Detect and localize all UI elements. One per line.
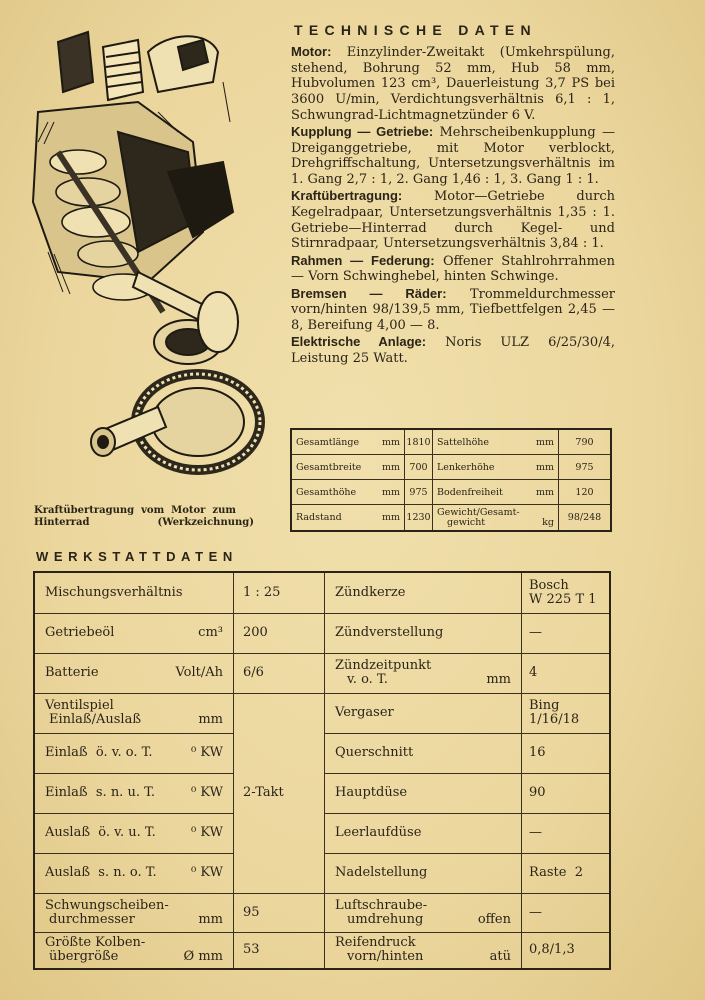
- cell-text: Ventilspiel: [45, 698, 114, 713]
- cell-text: mm: [198, 712, 223, 727]
- workshop-left-label: [45, 693, 223, 733]
- workshop-left-label: [45, 813, 223, 853]
- cell-text: Ø mm: [183, 949, 223, 964]
- td-label: Rahmen — Federung:: [291, 252, 435, 268]
- dim-label: Radstand mm: [292, 505, 405, 530]
- cylinder-fins: [58, 32, 218, 100]
- cell-text: Schwungscheiben-: [45, 897, 169, 913]
- dim-label: Gesamtlänge mm: [292, 430, 405, 455]
- workshop-right-label: [335, 573, 511, 613]
- col-divider: [521, 573, 522, 968]
- workshop-left-value: [243, 653, 323, 693]
- workshop-right-value: [529, 773, 609, 813]
- cell-text: Einlaß s. n. u. T.: [45, 785, 155, 800]
- cell-text: mm: [198, 911, 223, 927]
- workshop-left-label: [45, 573, 223, 613]
- workshop-left-label: [45, 773, 223, 813]
- workshop-right-label: [335, 853, 511, 893]
- col-divider: [324, 573, 325, 968]
- workshop-right-value: [529, 813, 609, 853]
- drivetrain-illustration: [18, 22, 268, 492]
- workshop-right-value: [529, 893, 609, 932]
- cell-text: ⁰ KW: [191, 825, 223, 840]
- dim-value: 790: [559, 430, 610, 455]
- dim-label: Gewicht/Gesamt- gewicht kg: [433, 505, 559, 530]
- cell-text: Reifendruck: [335, 935, 416, 950]
- dim-value: 700: [405, 455, 433, 480]
- workshop-right-value: [529, 653, 609, 693]
- werkstattdaten-table: [33, 571, 611, 970]
- two-stroke-merged-value: [243, 693, 323, 893]
- cell-text: Bing: [529, 698, 560, 713]
- cell-text: —: [529, 825, 542, 840]
- dim-label: Gesamtbreite mm: [292, 455, 405, 480]
- cell-text: 16: [529, 745, 546, 760]
- td-label: Motor:: [291, 44, 332, 59]
- workshop-right-value: [529, 932, 609, 968]
- cell-text: 200: [243, 625, 268, 640]
- td-label: Elektrische Anlage:: [291, 334, 427, 350]
- workshop-left-label: [45, 613, 223, 653]
- cell-text: Bosch: [529, 578, 569, 593]
- cell-text: Einlaß/Auslaß: [49, 712, 142, 727]
- workshop-right-label: [335, 932, 511, 968]
- workshop-right-label: [335, 653, 511, 693]
- workshop-right-label: [335, 773, 511, 813]
- werkstattdaten-title: WERKSTATTDATEN: [36, 549, 238, 564]
- cell-text: umdrehung: [347, 911, 424, 927]
- dimensions-table: [290, 428, 612, 532]
- workshop-right-label: [335, 733, 511, 773]
- technische-daten-title: TECHNISCHE DATEN: [294, 22, 537, 38]
- td-text: Trommeldurchmesser vorn/hinten 98/139,5 mm, Tiefbettfelgen 2,45 — 8, Bereifung 4,00 — 8.: [291, 286, 615, 333]
- td-label: Kupplung — Getriebe:: [291, 124, 434, 140]
- workshop-left-value: [243, 573, 323, 613]
- dim-value: 975: [559, 455, 610, 480]
- td-label: Kraftübertragung:: [291, 188, 403, 204]
- cell-text: offen: [477, 911, 511, 927]
- illustration-caption: [34, 505, 254, 529]
- td-text: Noris ULZ 6/25/30/4, Leistung 25 Watt.: [291, 335, 615, 366]
- col-divider: [233, 573, 234, 968]
- dim-value: 975: [405, 480, 433, 505]
- cell-text: Zündverstellung: [335, 625, 444, 640]
- workshop-right-value: [529, 733, 609, 773]
- workshop-right-label: [335, 813, 511, 853]
- cell-text: Volt/Ah: [175, 665, 223, 680]
- workshop-left-value: [243, 613, 323, 653]
- cell-text: 0,8/1,3: [529, 942, 575, 957]
- caption-line-1: Kraftübertragung vom Motor zum: [34, 505, 236, 516]
- dim-label: Gesamthöhe mm: [292, 480, 405, 505]
- workshop-left-label: [45, 893, 223, 932]
- cell-text: Querschnitt: [335, 745, 414, 760]
- workshop-left-value: [243, 932, 323, 968]
- cell-text: Batterie: [45, 665, 99, 680]
- workshop-left-label: [45, 853, 223, 893]
- cell-text: mm: [486, 672, 511, 687]
- workshop-left-label: [45, 932, 223, 968]
- workshop-right-label: [335, 693, 511, 733]
- workshop-right-label: [335, 893, 511, 932]
- caption-line-2a: Hinterrad: [34, 517, 90, 528]
- technische-daten-body: [291, 44, 615, 367]
- td-text: Offener Stahlrohrrahmen — Vorn Schwinghebel, hinten Schwinge.: [291, 253, 615, 285]
- td-section-rahmen: [291, 253, 615, 285]
- td-label: Bremsen — Räder:: [291, 285, 447, 301]
- cell-text: Mischungsverhältnis: [45, 585, 183, 600]
- cell-text: Leerlaufdüse: [335, 825, 422, 840]
- cell-text: —: [529, 625, 542, 640]
- workshop-right-value: [529, 573, 609, 613]
- cell-text: vorn/hinten: [347, 949, 424, 964]
- cell-text: Auslaß ö. v. u. T.: [45, 825, 156, 840]
- cell-text: Vergaser: [335, 705, 394, 720]
- cell-text: 2-Takt: [243, 785, 284, 800]
- cell-text: Zündkerze: [335, 585, 406, 600]
- cell-text: 6/6: [243, 665, 264, 680]
- cell-text: Nadelstellung: [335, 865, 428, 880]
- cell-text: Größte Kolben-: [45, 935, 146, 950]
- cell-text: Luftschraube-: [335, 897, 428, 913]
- cell-text: cm³: [198, 625, 223, 640]
- caption-line-2b: (Werkzeichnung): [157, 517, 254, 528]
- cell-text: 53: [243, 942, 260, 957]
- cell-text: W 225 T 1: [529, 592, 597, 607]
- cell-text: 90: [529, 785, 546, 800]
- dim-label: Lenkerhöhe mm: [433, 455, 559, 480]
- cell-text: 1 : 25: [243, 585, 281, 600]
- cell-text: atü: [489, 949, 511, 964]
- cell-text: Getriebeöl: [45, 625, 115, 640]
- td-section-elektrik: [291, 334, 615, 366]
- td-section-motor: [291, 44, 615, 124]
- cell-text: 1/16/18: [529, 712, 580, 727]
- cell-text: ⁰ KW: [191, 785, 223, 800]
- cell-text: Zündzeitpunkt: [335, 658, 432, 673]
- td-section-bremsen: [291, 286, 615, 334]
- dim-value: 98/248: [567, 512, 602, 523]
- dim-value: 120: [559, 480, 610, 505]
- workshop-right-value: [529, 613, 609, 653]
- cell-text: 95: [243, 904, 260, 920]
- workshop-right-label: [335, 613, 511, 653]
- workshop-left-label: [45, 653, 223, 693]
- td-section-kupplung: [291, 124, 615, 188]
- cell-text: 4: [529, 665, 538, 680]
- workshop-left-value: [243, 893, 323, 932]
- td-text: Einzylinder-Zweitakt (Umkehrspülung, stehend, Bohrung 52 mm, Hub 58 mm, Hubvolumen 123 cm³, Dauerleistung 3,7 PS bei 3600 U/min, Verdichtungsverhältnis 6,1 : 1, Schwungrad-Lichtmagnetzünder 6 V.: [291, 45, 615, 123]
- cell-text: übergröße: [49, 949, 119, 964]
- workshop-right-value: [529, 693, 609, 733]
- cell-text: ⁰ KW: [191, 865, 223, 880]
- dim-label: Sattelhöhe mm: [433, 430, 559, 455]
- dim-label: Bodenfreiheit mm: [433, 480, 559, 505]
- cell-text: durchmesser: [49, 911, 135, 927]
- cell-text: ⁰ KW: [191, 745, 223, 760]
- td-text: Motor—Getriebe durch Kegelradpaar, Untersetzungsverhältnis 1,35 : 1. Getriebe—Hinterrad durch Kegel- und Stirnradpaar, Untersetzungsverhältnis 3,84 : 1.: [291, 189, 615, 252]
- dim-value: 1810: [405, 430, 433, 455]
- cell-text: Auslaß s. n. o. T.: [45, 865, 157, 880]
- cell-text: —: [529, 904, 542, 920]
- cell-text: Raste 2: [529, 865, 583, 880]
- td-section-kraftuebertragung: [291, 188, 615, 252]
- td-text: Mehrscheibenkupplung — Dreiganggetriebe, mit Motor verblockt, Drehgriffschaltung, Untersetzungsverhältnis im 1. Gang 2,7 : 1, 2. Gang 1,46 : 1, 3. Gang 1 : 1.: [291, 125, 615, 188]
- dim-value: 1230: [405, 505, 433, 530]
- workshop-left-label: [45, 733, 223, 773]
- cell-text: v. o. T.: [347, 672, 388, 687]
- cell-text: Einlaß ö. v. o. T.: [45, 745, 153, 760]
- workshop-right-value: [529, 853, 609, 893]
- cell-text: Hauptdüse: [335, 785, 408, 800]
